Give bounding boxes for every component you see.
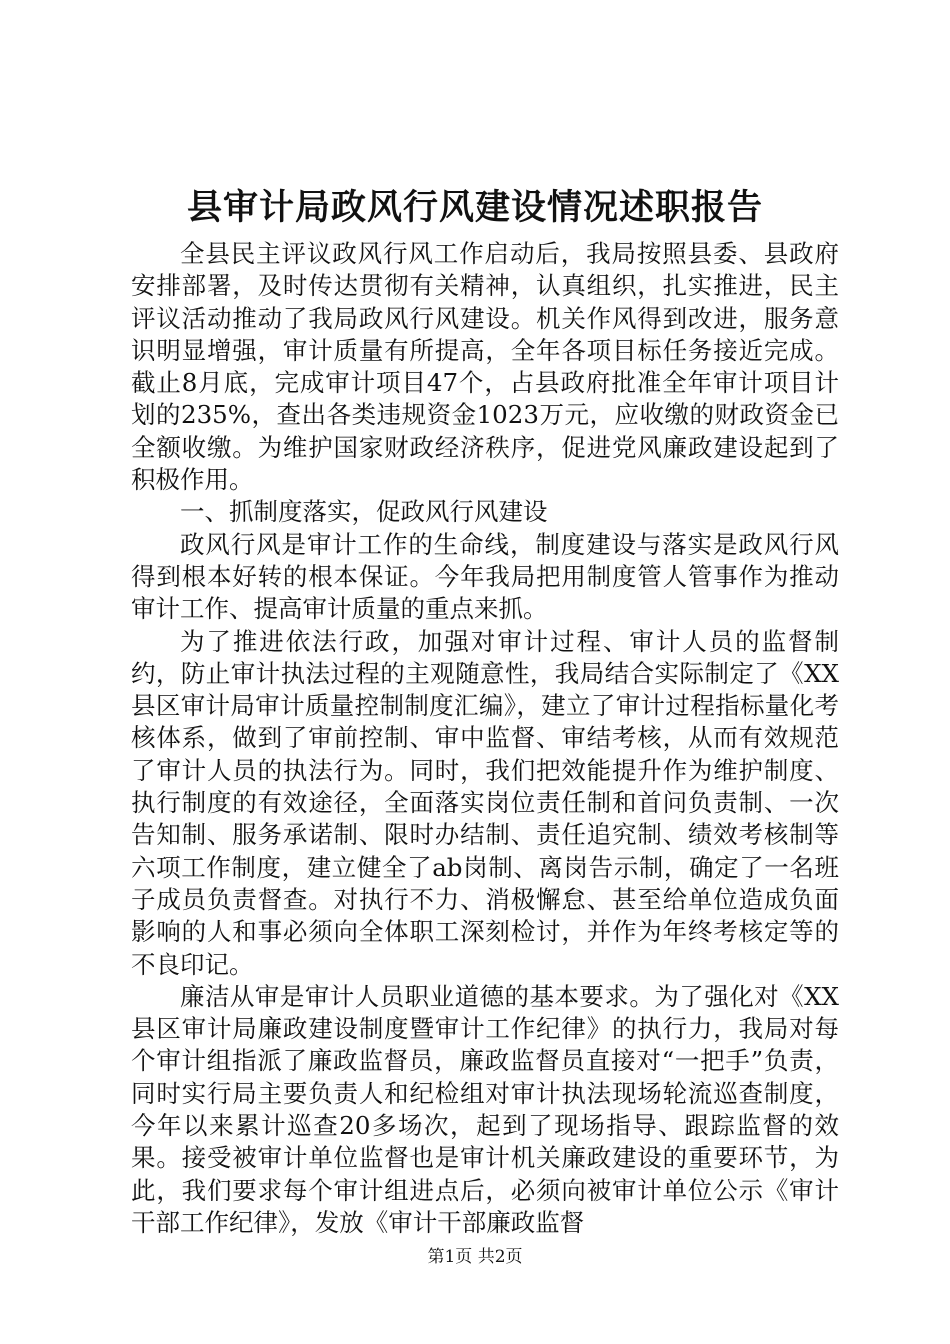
paragraph-lifeline: 政风行风是审计工作的生命线，制度建设与落实是政风行风得到根本好转的根本保证。今年我局把用制度管人管事作为推动审计工作、提高审计质量的重点来抓。 [131, 529, 839, 624]
section-heading-1: 一、抓制度落实，促政风行风建设 [180, 497, 548, 527]
page-footer: 第1页 共2页 [427, 1247, 523, 1267]
paragraph-intro: 全县民主评议政风行风工作启动后，我局按照县委、县政府安排部署，及时传达贯彻有关精神，认真组织，扎实推进，民主评议活动推动了我局政风行风建设。机关作风得到改进，服务意识明显增强，审计质量有所提高，全年各项目标任务接近完成。截止8月底，完成审计项目47个，占县政府批准全年审计项目计划的235%，查出各类违规资金1023万元，应收缴的财政资金已全额收缴。为维护国家财政经济秩序，促进党风廉政建设起到了积极作用。 [131, 239, 839, 495]
paragraph-integrity: 廉洁从审是审计人员职业道德的基本要求。为了强化对《XX县区审计局廉政建设制度暨审计工作纪律》的执行力，我局对每个审计组指派了廉政监督员，廉政监督员直接对“一把手”负责，同时实行局主要负责人和纪检组对审计执法现场轮流巡查制度，今年以来累计巡查20多场次，起到了现场指导、跟踪监督的效果。接受被审计单位监督也是审计机关廉政建设的重要环节，为此，我们要求每个审计组进点后，必须向被审计单位公示《审计干部工作纪律》，发放《审计干部廉政监督 [131, 981, 839, 1237]
document-body [131, 238, 839, 1239]
document-title: 县审计局政风行风建设情况述职报告 [186, 187, 763, 228]
paragraph-supervision: 为了推进依法行政，加强对审计过程、审计人员的监督制约，防止审计执法过程的主观随意性，我局结合实际制定了《XX县区审计局审计质量控制制度汇编》，建立了审计过程指标量化考核体系，做到了审前控制、审中监督、审结考核，从而有效规范了审计人员的执法行为。同时，我们把效能提升作为维护制度、执行制度的有效途径，全面落实岗位责任制和首问负责制、一次告知制、服务承诺制、限时办结制、责任追究制、绩效考核制等六项工作制度，建立健全了ab岗制、离岗告示制，确定了一名班子成员负责督查。对执行不力、消极懈怠、甚至给单位造成负面影响的人和事必须向全体职工深刻检讨，并作为年终考核定等的不良印记。 [131, 626, 839, 979]
